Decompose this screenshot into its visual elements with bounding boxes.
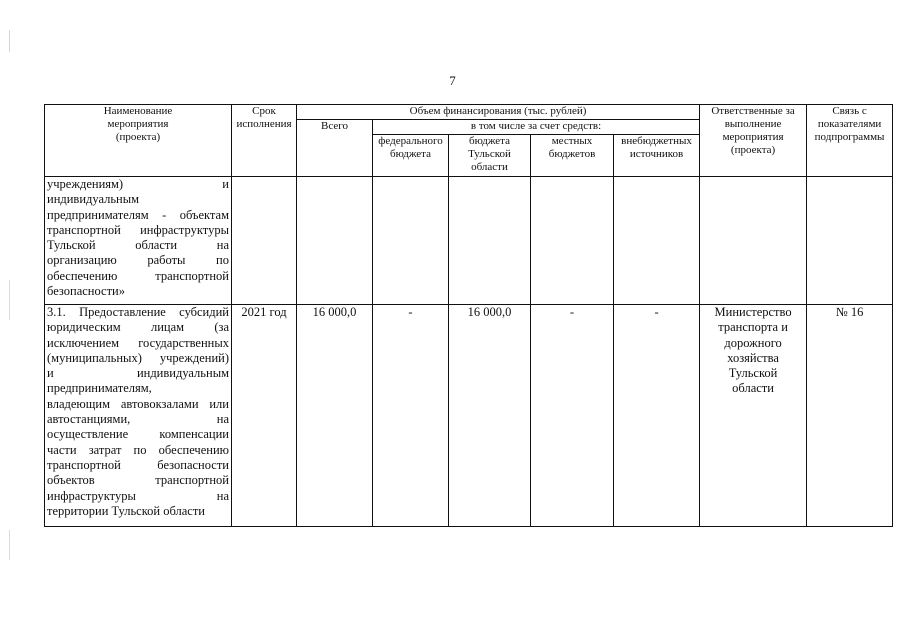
row-local-cell: -	[531, 305, 614, 527]
header-federal: федерального бюджета	[373, 135, 449, 177]
row-local-cell	[531, 177, 614, 305]
row-term-cell	[232, 177, 297, 305]
row-responsible-cell	[700, 177, 807, 305]
header-link: Связь с показателями подпрограммы	[807, 105, 893, 177]
header-local: местных бюджетов	[531, 135, 614, 177]
row-link-cell	[807, 177, 893, 305]
header-responsible: Ответственные за выполнение мероприятия (проекта)	[700, 105, 807, 177]
financing-table	[44, 104, 893, 527]
header-term: Срок исполнения	[232, 105, 297, 177]
scan-mark	[9, 530, 10, 560]
table-row	[45, 305, 893, 527]
header-financing: Объем финансирования (тыс. рублей)	[297, 105, 700, 120]
header-name: Наименование мероприятия (проекта)	[45, 105, 232, 177]
row-federal-cell	[373, 177, 449, 305]
row-responsible-cell: Министерство транспорта и дорожного хозяйства Тульской области	[700, 305, 807, 527]
row-extrabudget-cell: -	[614, 305, 700, 527]
row-link-cell: № 16	[807, 305, 893, 527]
row-regional-cell: 16 000,0	[449, 305, 531, 527]
page-number: 7	[449, 73, 456, 88]
row-federal-cell: -	[373, 305, 449, 527]
row-extrabudget-cell	[614, 177, 700, 305]
header-extrabudget: внебюджетных источников	[614, 135, 700, 177]
header-regional: бюджета Тульской области	[449, 135, 531, 177]
row-total-cell	[297, 177, 373, 305]
row-name-cell: учреждениям) и индивидуальным предпринимателям - объектам транспортной инфраструктуры Тульской области на организацию работы по обеспечению транспортной безопасности»	[45, 177, 232, 305]
scan-mark	[9, 280, 10, 320]
scan-mark	[9, 30, 10, 52]
row-total-cell: 16 000,0	[297, 305, 373, 527]
header-including: в том числе за счет средств:	[373, 120, 700, 135]
row-regional-cell	[449, 177, 531, 305]
row-term-cell: 2021 год	[232, 305, 297, 527]
header-total: Всего	[297, 120, 373, 177]
table-row	[45, 177, 893, 305]
row-name-cell: 3.1. Предоставление субсидий юридическим лицам (за исключением государственных (муниципальных) учреждений) и индивидуальным предпринимателям, владеющим автовокзалами или автостанциями, на осуществление компенсации части затрат по обеспечению транспортной безопасности объектов транспортной инфраструктуры на территории Тульской области	[45, 305, 232, 527]
